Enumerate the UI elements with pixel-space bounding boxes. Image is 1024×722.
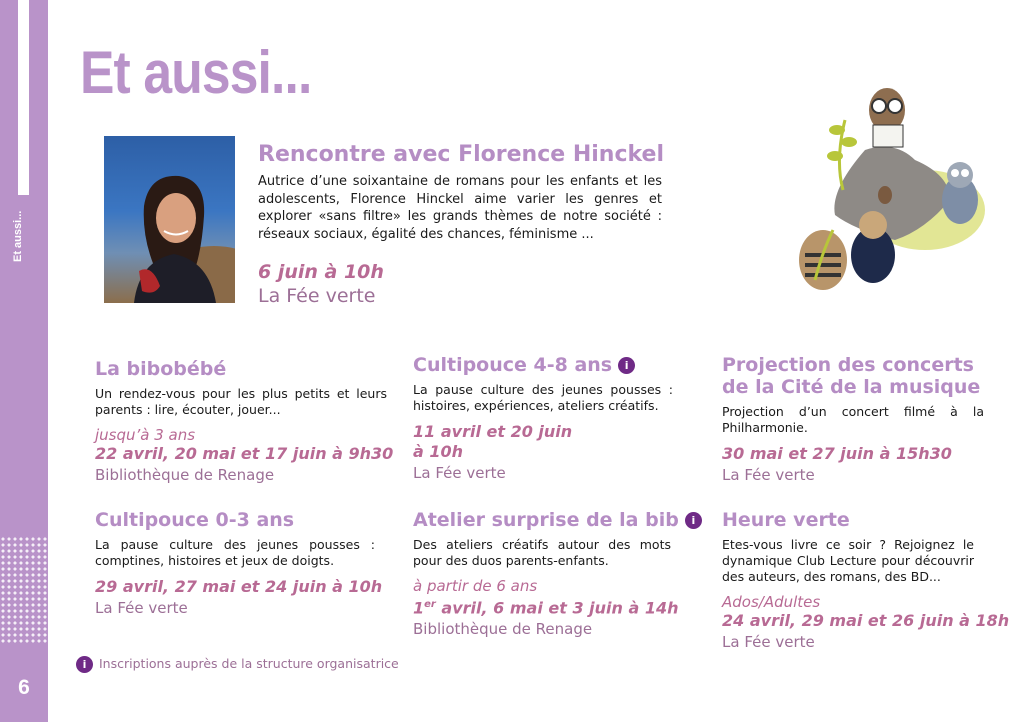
page-number: 6: [18, 676, 30, 699]
owls-reading-tree-illustration: [775, 80, 995, 300]
event-description: La pause culture des jeunes pousses : histoires, expériences, ateliers créatifs.: [413, 382, 673, 413]
event-title: Cultipouce 4-8 ans: [413, 354, 613, 376]
featured-event-description: Autrice d’une soixantaine de romans pour les enfants et les adolescents, Florence Hinckel aime varier les genres et explorer «sans filtre» les grands thèmes de notre société : réseaux sociaux, égalité des chances, féminisme ...: [258, 174, 662, 242]
event-heure-verte: [722, 509, 1010, 651]
event-bibobebe: [95, 358, 394, 484]
event-age: Ados/Adultes: [722, 593, 821, 611]
event-place: La Fée verte: [95, 599, 188, 617]
event-date-ordinal: er: [424, 599, 436, 610]
event-title-row: [413, 354, 673, 376]
featured-event-title: Rencontre avec Florence Hinckel: [258, 142, 664, 167]
info-icon: i: [76, 656, 93, 673]
event-place: Bibliothèque de Renage: [95, 466, 275, 484]
event-title: Heure verte: [722, 509, 850, 531]
event-title: La bibobébé: [95, 358, 227, 380]
featured-event-place: La Fée verte: [258, 285, 376, 307]
event-place: La Fée verte: [722, 633, 815, 651]
featured-event-date: 6 juin à 10h: [258, 261, 384, 283]
event-title: Cultipouce 0-3 ans: [95, 509, 295, 531]
event-cultipouce-0-3: [95, 509, 383, 617]
footnote-text: Inscriptions auprès de la structure organisatrice: [99, 656, 399, 671]
side-band-accent: [18, 0, 29, 195]
event-atelier-surprise: [413, 509, 696, 639]
event-date: 11 avril et 20 juin: [413, 422, 573, 441]
author-photo: [104, 136, 235, 303]
event-place: Bibliothèque de Renage: [413, 620, 593, 639]
info-icon: i: [618, 357, 635, 374]
side-band-label: Et aussi...: [12, 210, 24, 262]
event-description: Etes-vous livre ce soir ? Rejoignez le dynamique Club Lecture pour découvrir des auteurs, des romans, des BD...: [722, 537, 974, 584]
event-place: La Fée verte: [413, 464, 506, 482]
event-date: 29 avril, 27 mai et 24 juin à 10h: [95, 577, 383, 596]
event-description: La pause culture des jeunes pousses : comptines, histoires et jeux de doigts.: [95, 537, 375, 568]
event-date: 22 avril, 20 mai et 17 juin à 9h30: [95, 444, 394, 463]
dot-pattern: [0, 536, 48, 644]
event-date: 30 mai et 27 juin à 15h30: [722, 444, 952, 463]
event-title: Projection des concerts: [722, 354, 974, 376]
registration-footnote: [76, 656, 399, 673]
side-band: [0, 0, 48, 722]
event-cultipouce-4-8: [413, 354, 673, 482]
event-title-row: [413, 509, 696, 531]
event-date: [413, 595, 679, 618]
event-title: Atelier surprise de la bib: [413, 509, 679, 531]
event-date-continued: à 10h: [413, 442, 464, 461]
event-title-continued: de la Cité de la musique: [722, 376, 981, 398]
page-title: Et aussi...: [80, 39, 312, 106]
event-date-day: 1: [413, 598, 425, 618]
info-icon: i: [685, 512, 702, 529]
event-description: Projection d’un concert filmé à la Philharmonie.: [722, 404, 984, 435]
event-description: Un rendez-vous pour les plus petits et leurs parents : lire, écouter, jouer...: [95, 386, 387, 417]
event-description: Des ateliers créatifs autour des mots pour des duos parents-enfants.: [413, 537, 671, 568]
event-date-rest: avril, 6 mai et 3 juin à 14h: [435, 598, 679, 618]
event-place: La Fée verte: [722, 466, 815, 484]
author-portrait-icon: [104, 136, 235, 303]
event-date: 24 avril, 29 mai et 26 juin à 18h: [722, 611, 1010, 630]
event-age: à partir de 6 ans: [413, 577, 538, 595]
event-projection: [722, 354, 984, 484]
event-age: jusqu’à 3 ans: [95, 426, 196, 444]
